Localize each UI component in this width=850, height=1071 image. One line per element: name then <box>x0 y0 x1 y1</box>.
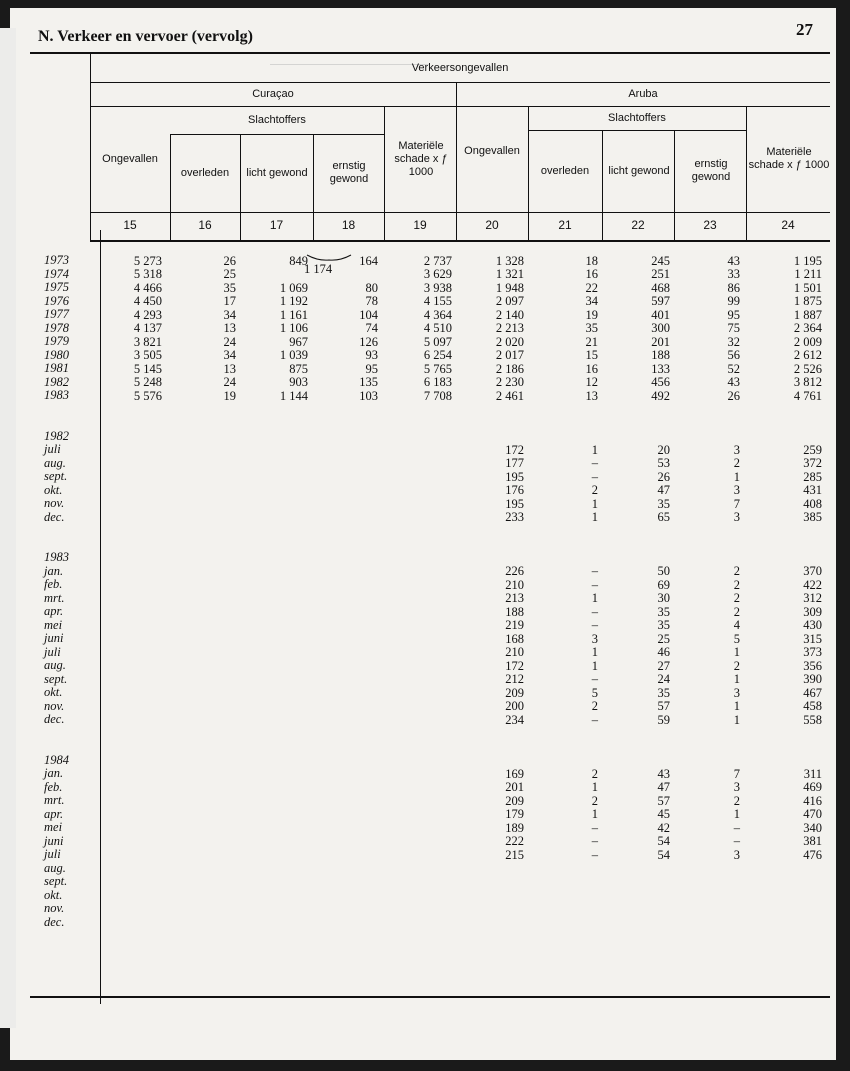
page-number: 27 <box>796 20 813 39</box>
header-materiele-schade-aruba: Materiële schade x ƒ 1000 <box>748 146 830 171</box>
column-18-ernstig-gewond-curacao: 164 80 78 104 74 126 93 95 135 103 <box>359 253 378 403</box>
column-number-22: 22 <box>631 218 645 232</box>
column-number-17: 17 <box>269 218 284 232</box>
header-ongevallen-curacao: Ongevallen <box>102 152 158 165</box>
header-ongevallen-aruba: Ongevallen <box>464 144 520 157</box>
column-number-16: 16 <box>198 218 212 232</box>
merged-value-1974: 1 174 <box>304 262 333 276</box>
header-licht-gewond-curacao: licht gewond <box>246 166 308 179</box>
column-number-19: 19 <box>413 218 427 232</box>
facing-page-edge <box>0 28 16 1028</box>
header-licht-gewond-aruba: licht gewond <box>608 164 670 177</box>
column-number-15: 15 <box>123 218 137 232</box>
header-overleden-curacao: overleden <box>180 166 230 179</box>
header-ernstig-gewond-aruba: ernstig gewond <box>691 158 731 183</box>
column-15-ongevallen-curacao: 5 273 5 318 4 466 4 450 4 293 4 137 3 821 3 505 5 145 5 248 5 576 <box>133 253 162 403</box>
header-curacao: Curaçao <box>252 87 294 100</box>
header-aruba: Aruba <box>628 87 658 100</box>
column-17-licht-gewond-curacao: 849 1 069 1 192 1 161 1 106 967 1 039 875 903 1 144 <box>279 253 308 403</box>
column-20-ongevallen-aruba: 1 328 1 321 1 948 2 097 2 140 2 213 2 020 2 017 2 186 2 230 2 461 172 177 195 176 195 233 226 210 213 188 219 168 210 172 212 209 200 234 169 201 209 179 189 222 215 <box>495 253 524 862</box>
bottom-rule <box>30 996 830 998</box>
column-number-24: 24 <box>781 218 795 232</box>
header-materiele-schade-curacao: Materiële schade x ƒ 1000 <box>394 139 448 178</box>
header-ernstig-gewond-curacao: ernstig gewond <box>329 160 369 185</box>
header-overleden-aruba: overleden <box>540 164 590 177</box>
column-number-18: 18 <box>341 218 356 232</box>
header-verkeersongevallen: Verkeersongevallen <box>411 61 509 74</box>
column-number-20: 20 <box>485 218 499 232</box>
rule-h <box>90 212 830 213</box>
header-slachtoffers-aruba: Slachtoffers <box>608 111 666 124</box>
column-24-materiele-schade-aruba: 1 195 1 211 1 501 1 875 1 887 2 364 2 009 2 612 2 526 3 812 4 761 259 372 285 431 408 385 370 422 312 309 430 315 373 356 390 467 458 558 311 469 416 470 340 381 476 <box>793 253 822 862</box>
column-number-21: 21 <box>558 218 572 232</box>
column-19-materiele-schade-curacao: 2 737 3 629 3 938 4 155 4 364 4 510 5 097 6 254 5 765 6 183 7 708 <box>423 253 452 403</box>
column-number-23: 23 <box>703 218 717 232</box>
column-21-overleden-aruba: 18 16 22 34 19 35 21 15 16 12 13 1 – – 2 1 1 – – 1 – – 3 1 1 – 5 2 – 2 1 2 1 – – – <box>585 253 598 862</box>
header-slachtoffers-curacao: Slachtoffers <box>248 113 306 126</box>
column-16-overleden-curacao: 26 25 35 17 34 13 24 34 13 24 19 <box>223 253 236 403</box>
page-title: N. Verkeer en vervoer (vervolg) <box>38 28 253 45</box>
rule-v-stub <box>100 230 101 1004</box>
row-labels: 1973 1974 1975 1976 1977 1978 1979 1980 1981 1982 1983 1982 juli aug. sept. okt. nov. dec. 1983 jan. feb. mrt. apr. mei juni juli aug. sept. okt. nov. dec. 1984 jan. feb. mrt. apr. mei juni juli aug. sept. okt. nov. dec. <box>44 253 69 929</box>
column-22-licht-gewond-aruba: 245 251 468 597 401 300 201 188 133 456 492 20 53 26 47 35 65 50 69 30 35 35 25 46 27 24 35 57 59 43 47 57 45 42 54 54 <box>651 253 670 862</box>
column-23-ernstig-gewond-aruba: 43 33 86 99 95 75 32 56 52 43 26 3 2 1 3 7 3 2 2 2 2 4 5 1 2 1 3 1 1 7 3 2 1 – – 3 <box>727 253 740 862</box>
